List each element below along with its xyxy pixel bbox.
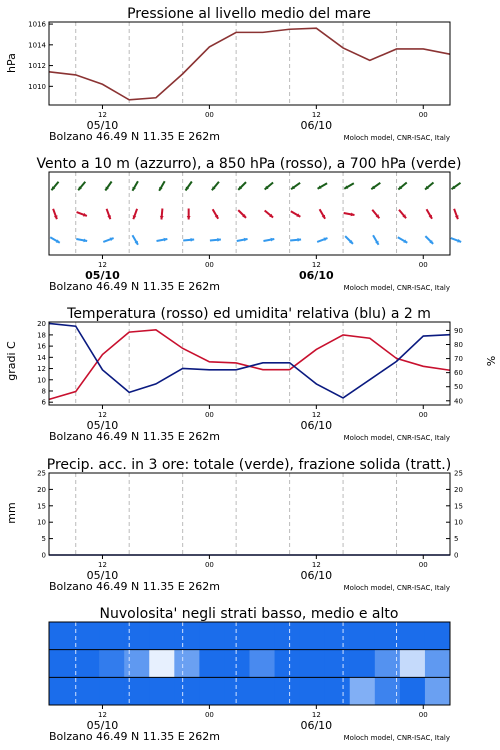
precip-title: Precip. acc. in 3 ore: totale (verde), frazione solida (tratt.) xyxy=(46,457,452,473)
cloud-cell xyxy=(49,677,75,705)
precip-xtick-label: 12 xyxy=(98,561,107,569)
humidity-ylabel: % xyxy=(484,355,497,367)
temperature-xtick-label: 00 xyxy=(204,411,214,419)
cloud-cell xyxy=(74,650,100,678)
cloud-cell xyxy=(74,622,100,650)
cloud-date-label: 06/10 xyxy=(300,719,333,732)
pressure-frame xyxy=(49,22,450,105)
humidity-ytick-label-right: 50 xyxy=(454,383,463,392)
cloud-cell xyxy=(99,650,125,678)
wind-xtick-label: 12 xyxy=(98,261,107,269)
temperature-title: Temperatura (rosso) ed umidita' relativa (blu) a 2 m xyxy=(67,306,431,322)
wind-arrowhead xyxy=(190,238,194,242)
pressure-date-label: 05/10 xyxy=(86,119,119,132)
cloud-xtick-label: 00 xyxy=(418,711,428,719)
cloud-cell xyxy=(174,677,200,705)
temperature-line xyxy=(49,330,450,400)
pressure-ylabel: hPa xyxy=(5,53,18,73)
temperature-ytick-label: 8 xyxy=(41,387,46,396)
wind-xtick-label: 00 xyxy=(418,261,428,269)
cloud-cell xyxy=(199,622,225,650)
pressure-ytick-label: 1016 xyxy=(28,20,46,29)
humidity-ytick-label-right: 40 xyxy=(454,397,463,406)
cloud-cell xyxy=(275,650,301,678)
temperature-plot xyxy=(37,320,463,443)
wind-date-label: 06/10 xyxy=(299,269,334,282)
precip-xtick-label: 00 xyxy=(204,561,214,569)
precip-frame xyxy=(49,473,450,555)
cloud-xtick-label: 12 xyxy=(311,711,321,719)
cloud-cell xyxy=(99,622,125,650)
cloud-cell xyxy=(124,622,150,650)
pressure-date-label: 06/10 xyxy=(300,119,333,132)
cloud-cell xyxy=(74,677,100,705)
cloud-cell xyxy=(224,677,250,705)
pressure-location: Bolzano 46.49 N 11.35 E 262m xyxy=(49,130,220,143)
humidity-ytick-label-right: 70 xyxy=(454,355,463,364)
cloud-xtick-label: 12 xyxy=(98,711,107,719)
wind-plot xyxy=(49,172,461,293)
pressure-ytick-label: 1014 xyxy=(28,41,46,50)
cloud-cell xyxy=(124,650,150,678)
cloud-cell xyxy=(149,650,175,678)
precip-xtick-label: 00 xyxy=(418,561,428,569)
wind-arrowhead xyxy=(217,238,221,242)
temperature-ytick-label: 10 xyxy=(37,376,46,385)
cloud-cell xyxy=(49,622,75,650)
cloud-cell xyxy=(250,650,276,678)
humidity-ytick-label-right: 80 xyxy=(454,341,463,350)
cloud-cell xyxy=(224,650,250,678)
pressure-ytick-label: 1010 xyxy=(28,82,46,91)
pressure-plot xyxy=(28,21,450,143)
cloud-cell xyxy=(350,650,376,678)
wind-credit: Moloch model, CNR-ISAC, Italy xyxy=(343,284,450,292)
cloud-cell xyxy=(174,622,200,650)
cloud-cell xyxy=(49,650,75,678)
cloud-cell xyxy=(250,622,276,650)
cloud-cell xyxy=(400,622,426,650)
wind-title: Vento a 10 m (azzurro), a 850 hPa (rosso), a 700 hPa (verde) xyxy=(36,156,462,172)
cloud-cell xyxy=(250,677,276,705)
precip-ytick-label: 25 xyxy=(37,469,46,478)
temperature-ytick-label: 20 xyxy=(37,320,46,329)
precip-ytick-label-right: 15 xyxy=(454,502,463,511)
precip-ytick-label-right: 25 xyxy=(454,469,463,478)
cloud-credit: Moloch model, CNR-ISAC, Italy xyxy=(343,734,450,742)
precip-date-label: 05/10 xyxy=(86,569,119,582)
temperature-xtick-label: 00 xyxy=(418,411,428,419)
cloud-cell xyxy=(425,650,451,678)
humidity-line xyxy=(49,323,450,398)
cloud-location: Bolzano 46.49 N 11.35 E 262m xyxy=(49,730,220,743)
precip-ytick-label-right: 20 xyxy=(454,485,463,494)
cloud-cell xyxy=(350,622,376,650)
cloud-cell xyxy=(275,677,301,705)
cloud-cell xyxy=(224,622,250,650)
pressure-xtick-label: 00 xyxy=(418,111,428,119)
cloud-cell xyxy=(199,650,225,678)
cloud-plot xyxy=(49,622,451,743)
temperature-date-label: 05/10 xyxy=(86,419,119,432)
pressure-credit: Moloch model, CNR-ISAC, Italy xyxy=(343,134,450,142)
cloud-cell xyxy=(425,622,451,650)
temperature-ylabel: gradi C xyxy=(5,341,18,381)
pressure-xtick-label: 00 xyxy=(204,111,214,119)
cloud-cell xyxy=(300,677,326,705)
wind-location: Bolzano 46.49 N 11.35 E 262m xyxy=(49,280,220,293)
pressure-xtick-label: 12 xyxy=(311,111,321,119)
temperature-ytick-label: 18 xyxy=(37,331,46,340)
pressure-title: Pressione al livello medio del mare xyxy=(127,6,371,22)
cloud-title: Nuvolosita' negli strati basso, medio e alto xyxy=(99,606,399,622)
pressure-xtick-label: 12 xyxy=(98,111,107,119)
temperature-date-label: 06/10 xyxy=(300,419,333,432)
precip-ytick-label-right: 10 xyxy=(454,518,463,527)
precip-ytick-label: 15 xyxy=(37,502,46,511)
precip-location: Bolzano 46.49 N 11.35 E 262m xyxy=(49,580,220,593)
precip-credit: Moloch model, CNR-ISAC, Italy xyxy=(343,584,450,592)
humidity-ytick-label-right: 60 xyxy=(454,369,463,378)
cloud-xtick-label: 00 xyxy=(204,711,214,719)
cloud-date-label: 05/10 xyxy=(86,719,119,732)
wind-arrowhead xyxy=(297,238,301,242)
precip-ytick-label-right: 0 xyxy=(454,551,459,560)
temperature-ytick-label: 6 xyxy=(41,398,46,407)
precip-ytick-label: 5 xyxy=(41,535,46,544)
cloud-cell xyxy=(400,650,426,678)
cloud-cell xyxy=(99,677,125,705)
cloud-cell xyxy=(300,650,326,678)
precip-ytick-label: 20 xyxy=(37,485,46,494)
pressure-line xyxy=(49,28,450,100)
cloud-cell xyxy=(124,677,150,705)
cloud-cell xyxy=(149,677,175,705)
precip-ylabel: mm xyxy=(5,502,18,524)
precip-ytick-label-right: 5 xyxy=(454,535,459,544)
cloud-cell xyxy=(400,677,426,705)
wind-arrowhead xyxy=(187,216,191,220)
humidity-ytick-label-right: 90 xyxy=(454,326,463,335)
pressure-ytick-label: 1012 xyxy=(28,62,46,71)
cloud-cell xyxy=(300,622,326,650)
temperature-xtick-label: 12 xyxy=(311,411,321,419)
wind-arrowhead xyxy=(160,216,164,220)
wind-xtick-label: 00 xyxy=(204,261,214,269)
precip-plot xyxy=(37,470,463,594)
cloud-cell xyxy=(325,622,351,650)
temperature-credit: Moloch model, CNR-ISAC, Italy xyxy=(343,434,450,442)
precip-ytick-label: 0 xyxy=(41,551,46,560)
temperature-xtick-label: 12 xyxy=(98,411,107,419)
cloud-cell xyxy=(350,677,376,705)
temperature-ytick-label: 12 xyxy=(37,365,46,374)
wind-xtick-label: 12 xyxy=(311,261,321,269)
cloud-cell xyxy=(425,677,451,705)
cloud-cell xyxy=(325,650,351,678)
cloud-cell xyxy=(149,622,175,650)
cloud-cell xyxy=(275,622,301,650)
cloud-cell xyxy=(174,650,200,678)
wind-date-label: 05/10 xyxy=(85,269,120,282)
cloud-cell xyxy=(199,677,225,705)
temperature-ytick-label: 16 xyxy=(37,342,46,351)
temperature-ytick-label: 14 xyxy=(37,353,46,362)
cloud-cell xyxy=(325,677,351,705)
temperature-location: Bolzano 46.49 N 11.35 E 262m xyxy=(49,430,220,443)
precip-ytick-label: 10 xyxy=(37,518,46,527)
temperature-frame xyxy=(49,322,450,405)
precip-date-label: 06/10 xyxy=(300,569,333,582)
precip-xtick-label: 12 xyxy=(311,561,321,569)
